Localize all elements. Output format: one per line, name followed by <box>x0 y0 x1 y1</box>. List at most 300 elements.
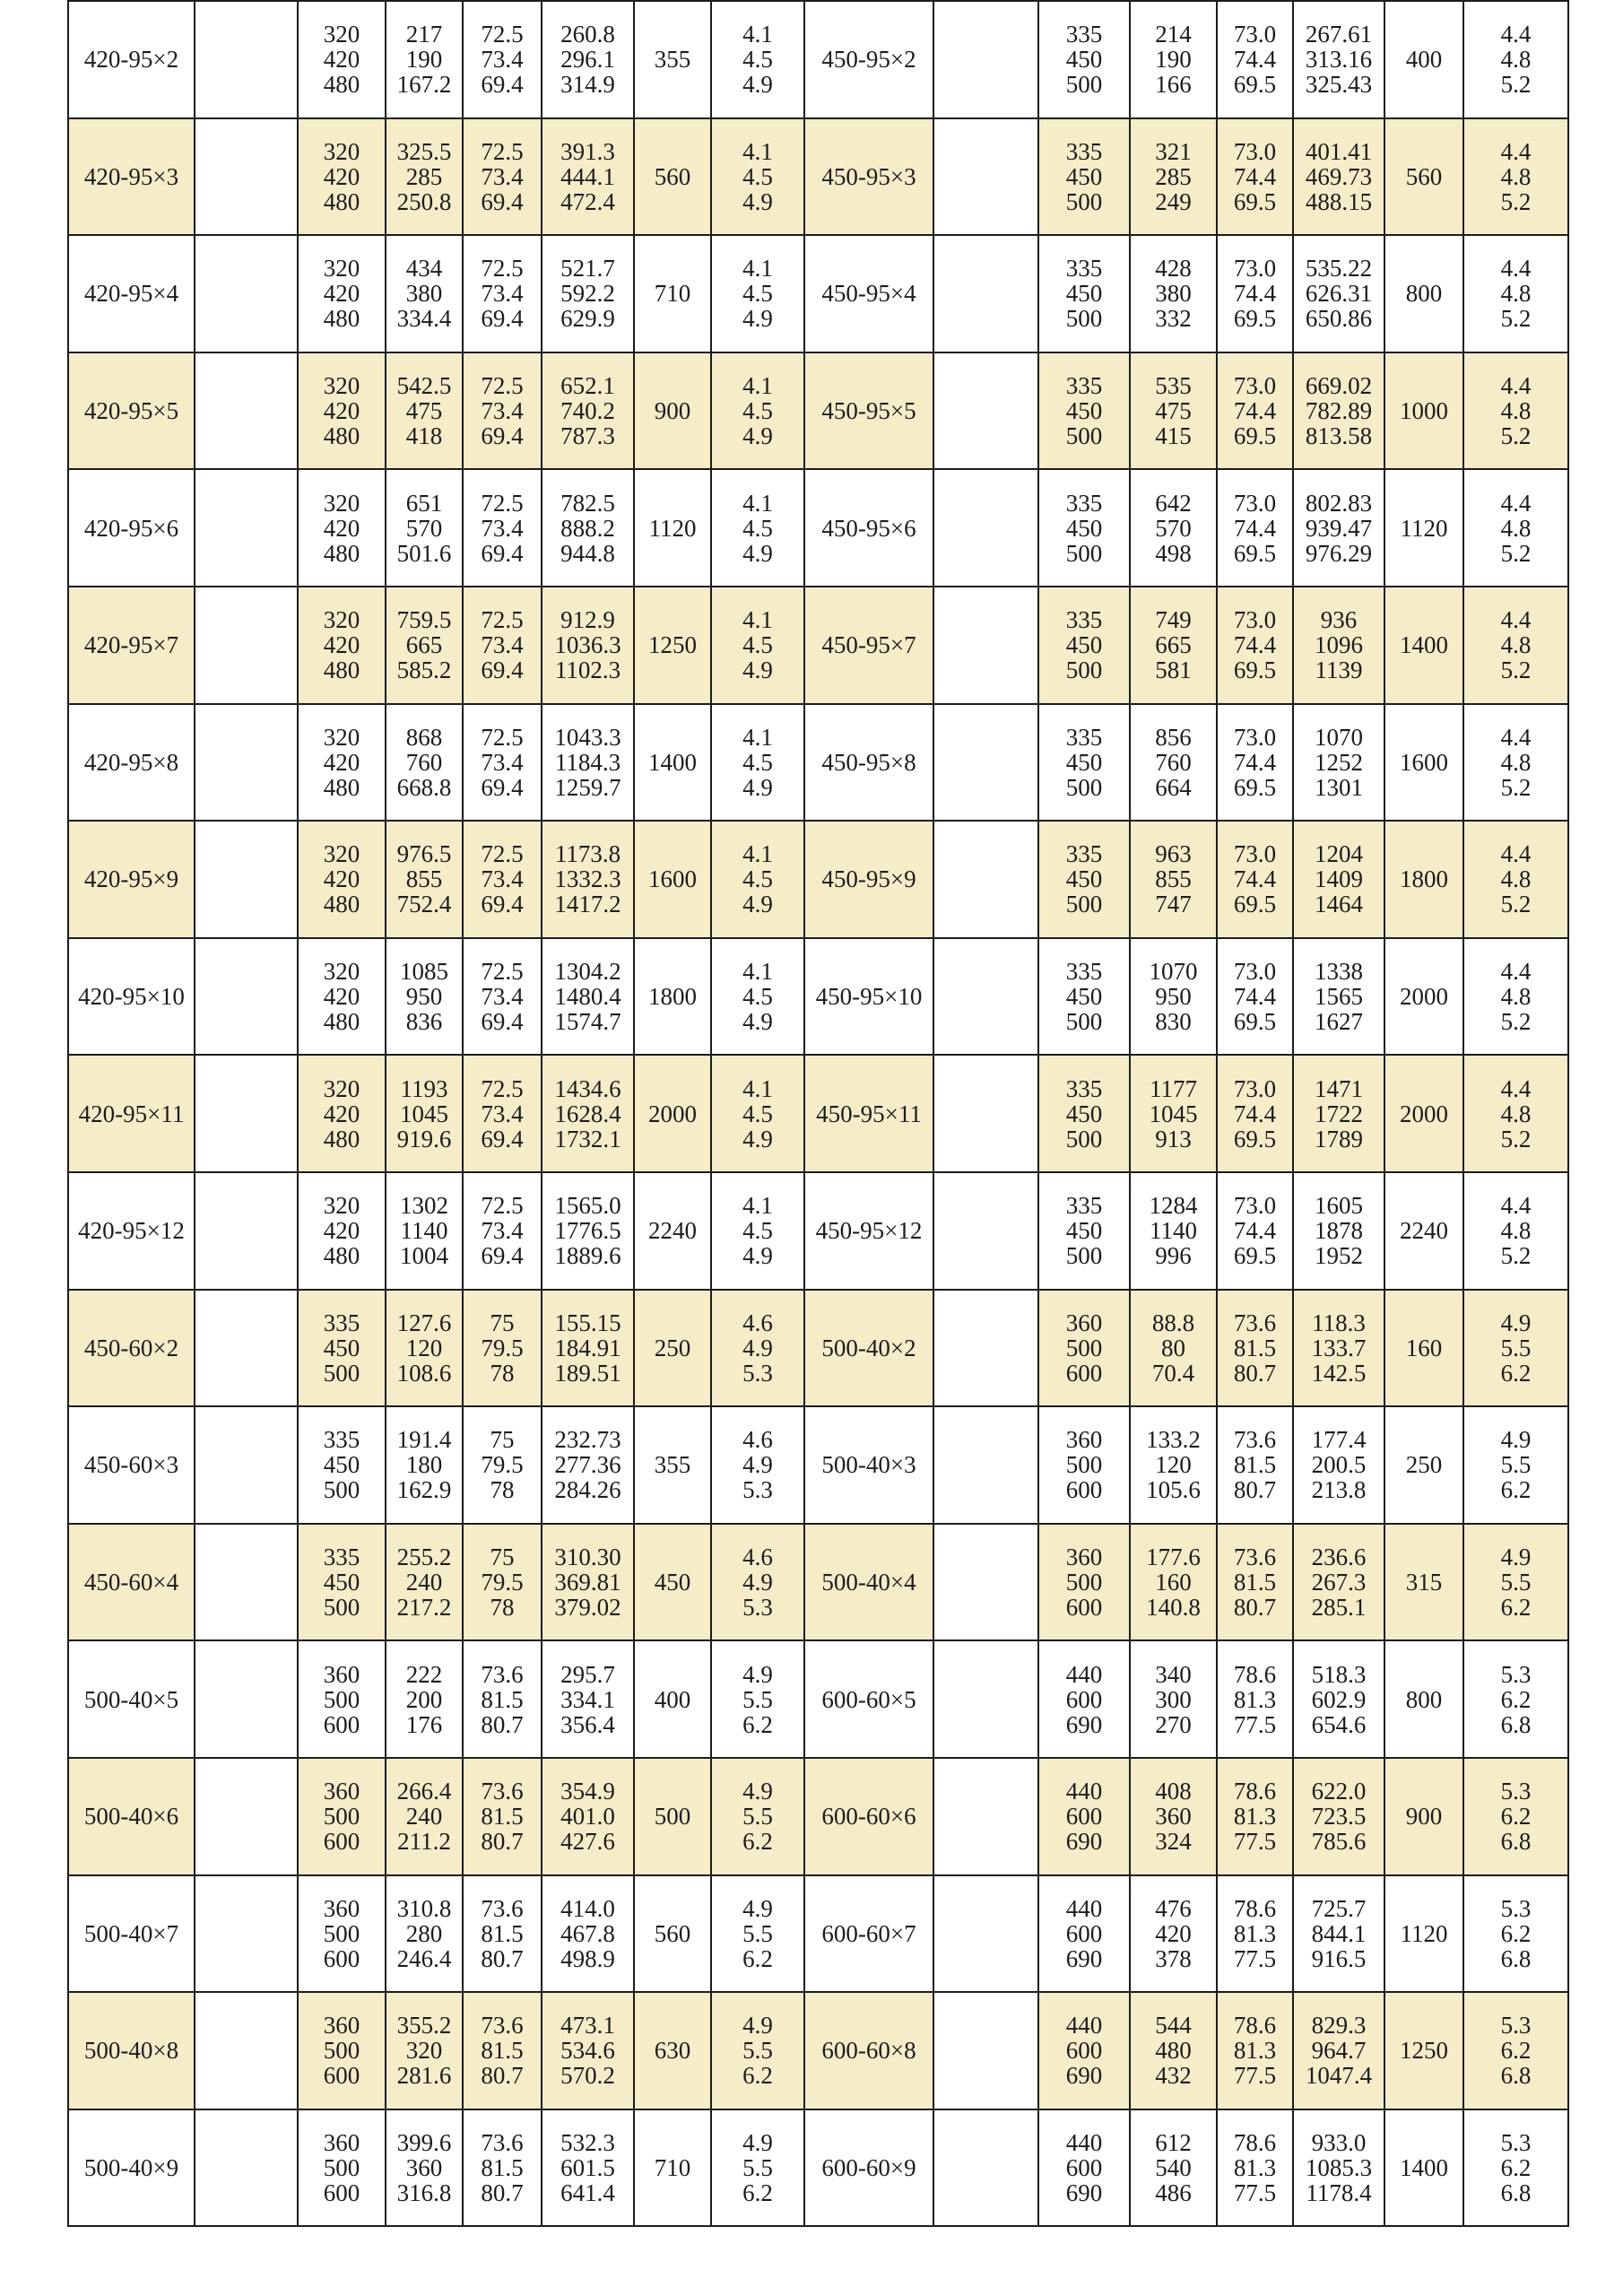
p-value-line: 521.7 <box>560 255 615 283</box>
q-value-line: 480 <box>323 305 360 333</box>
model-value: 420-95×7 <box>83 631 179 659</box>
eta-value-line: 73.4 <box>481 46 524 74</box>
left-h-cell <box>386 119 464 237</box>
p-value-line: 725.7 <box>1311 1894 1367 1922</box>
left-q-cell <box>299 822 386 939</box>
right-p-cell <box>1294 119 1385 237</box>
p-value-line: 916.5 <box>1311 1944 1367 1972</box>
h-value-line: 249 <box>1155 187 1192 215</box>
npsh-value-line: 4.8 <box>1500 397 1532 425</box>
left-p-cell <box>542 1407 635 1525</box>
right-h-cell <box>1131 705 1218 822</box>
eta-value-line: 73.6 <box>481 1894 524 1922</box>
npsh-value-line: 4.4 <box>1500 723 1532 751</box>
left-eta-cell <box>464 119 542 237</box>
q-value-line: 480 <box>323 539 360 567</box>
right-model-cell <box>805 1173 934 1291</box>
right-spacer-cell <box>934 1407 1039 1525</box>
model-value: 420-95×8 <box>83 748 179 776</box>
npsh-value-line: 4.1 <box>742 1074 773 1102</box>
p-value-line: 787.3 <box>560 422 615 450</box>
q-value-line: 360 <box>323 2012 360 2039</box>
npsh-value-line: 5.2 <box>1500 657 1532 684</box>
eta-value-line: 73.4 <box>481 748 524 776</box>
left-q-cell <box>299 1525 386 1642</box>
motor-value: 1000 <box>1400 397 1448 425</box>
npsh-value-line: 4.1 <box>742 137 773 165</box>
left-motor-cell <box>635 236 712 353</box>
right-q-cell <box>1039 705 1131 822</box>
right-spacer-cell <box>934 2 1039 119</box>
left-spacer-cell <box>195 2110 299 2228</box>
left-model-cell <box>69 2 195 119</box>
h-value-line: 310.8 <box>396 1894 452 1922</box>
h-value-line: 280 <box>405 1919 443 1947</box>
eta-value-line: 69.4 <box>481 1125 524 1152</box>
right-model-cell <box>805 1993 934 2110</box>
npsh-value-line: 4.9 <box>742 71 773 99</box>
right-eta-cell <box>1218 1291 1294 1408</box>
right-npsh-cell <box>1464 1525 1569 1642</box>
q-value-line: 420 <box>323 280 360 308</box>
left-motor-cell <box>635 1993 712 2110</box>
npsh-value-line: 4.9 <box>742 2128 773 2156</box>
right-motor-cell <box>1385 1056 1464 1173</box>
eta-value-line: 78 <box>490 1594 515 1622</box>
eta-value-line: 69.5 <box>1233 1008 1277 1036</box>
h-value-line: 1140 <box>1150 1217 1197 1245</box>
right-p-cell <box>1294 1525 1385 1642</box>
left-p-cell <box>542 1173 635 1291</box>
h-value-line: 250.8 <box>396 187 452 215</box>
h-value-line: 963 <box>1155 840 1192 868</box>
eta-value-line: 69.5 <box>1233 305 1277 333</box>
q-value-line: 335 <box>323 1426 360 1454</box>
eta-value-line: 81.5 <box>1233 1569 1277 1596</box>
q-value-line: 320 <box>323 21 360 48</box>
left-eta-cell <box>464 1173 542 1291</box>
left-q-cell <box>299 353 386 471</box>
q-value-line: 420 <box>323 397 360 425</box>
right-p-cell <box>1294 1407 1385 1525</box>
left-p-cell <box>542 2110 635 2228</box>
h-value-line: 321 <box>1155 137 1192 165</box>
p-value-line: 813.58 <box>1305 422 1373 450</box>
p-value-line: 1178.4 <box>1306 2179 1372 2206</box>
p-value-line: 296.1 <box>560 46 615 74</box>
h-value-line: 585.2 <box>396 657 452 684</box>
q-value-line: 500 <box>1065 1451 1103 1479</box>
h-value-line: 665 <box>1155 631 1192 659</box>
right-model-cell <box>805 2 934 119</box>
left-eta-cell <box>464 822 542 939</box>
left-npsh-cell <box>712 236 805 353</box>
h-value-line: 360 <box>405 2153 443 2181</box>
right-motor-cell <box>1385 353 1464 471</box>
npsh-value-line: 6.8 <box>1500 2179 1532 2206</box>
q-value-line: 500 <box>1065 773 1103 801</box>
right-q-cell <box>1039 1291 1131 1408</box>
h-value-line: 190 <box>405 46 443 74</box>
h-value-line: 542.5 <box>396 372 452 400</box>
right-model-cell <box>805 353 934 471</box>
p-value-line: 782.89 <box>1305 397 1373 425</box>
p-value-line: 1102.3 <box>554 657 621 684</box>
h-value-line: 760 <box>405 748 443 776</box>
eta-value-line: 73.0 <box>1233 489 1277 517</box>
h-value-line: 581 <box>1155 657 1192 684</box>
left-eta-cell <box>464 587 542 705</box>
h-value-line: 760 <box>1155 748 1192 776</box>
motor-value: 2000 <box>648 1100 697 1127</box>
q-value-line: 600 <box>1065 1359 1103 1387</box>
h-value-line: 432 <box>1155 2062 1192 2090</box>
eta-value-line: 77.5 <box>1233 2062 1277 2090</box>
h-value-line: 222 <box>405 1660 443 1688</box>
left-p-cell <box>542 470 635 587</box>
p-value-line: 592.2 <box>560 280 615 308</box>
eta-value-line: 80.7 <box>1233 1594 1277 1622</box>
eta-value-line: 73.6 <box>481 1778 524 1805</box>
q-value-line: 600 <box>323 1944 360 1972</box>
h-value-line: 544 <box>1155 2012 1192 2039</box>
q-value-line: 440 <box>1065 1660 1103 1688</box>
h-value-line: 747 <box>1155 891 1192 918</box>
right-spacer-cell <box>934 1525 1039 1642</box>
p-value-line: 1480.4 <box>554 983 621 1011</box>
right-model-cell <box>805 236 934 353</box>
left-q-cell <box>299 1641 386 1759</box>
npsh-value-line: 4.8 <box>1500 983 1532 1011</box>
h-value-line: 285 <box>405 162 443 190</box>
eta-value-line: 81.3 <box>1233 1803 1277 1831</box>
npsh-value-line: 4.9 <box>742 1008 773 1036</box>
right-h-cell <box>1131 353 1218 471</box>
left-spacer-cell <box>195 822 299 939</box>
p-value-line: 488.15 <box>1305 187 1373 215</box>
eta-value-line: 74.4 <box>1233 46 1277 74</box>
right-model-cell <box>805 822 934 939</box>
q-value-line: 440 <box>1065 2128 1103 2156</box>
eta-value-line: 72.5 <box>481 606 524 634</box>
q-value-line: 480 <box>323 1242 360 1270</box>
left-h-cell <box>386 1056 464 1173</box>
p-value-line: 532.3 <box>560 2128 615 2156</box>
h-value-line: 88.8 <box>1151 1309 1195 1336</box>
eta-value-line: 74.4 <box>1233 514 1277 542</box>
left-q-cell <box>299 2 386 119</box>
model-value: 420-95×3 <box>83 162 179 190</box>
npsh-value-line: 5.3 <box>1500 1660 1532 1688</box>
model-value: 450-95×12 <box>815 1217 923 1245</box>
left-h-cell <box>386 939 464 1057</box>
left-eta-cell <box>464 236 542 353</box>
q-value-line: 690 <box>1065 1710 1103 1738</box>
right-p-cell <box>1294 470 1385 587</box>
p-value-line: 650.86 <box>1305 305 1373 333</box>
left-q-cell <box>299 1173 386 1291</box>
npsh-value-line: 5.2 <box>1500 187 1532 215</box>
right-npsh-cell <box>1464 470 1569 587</box>
p-value-line: 200.5 <box>1311 1451 1367 1479</box>
eta-value-line: 69.4 <box>481 71 524 99</box>
right-spacer-cell <box>934 705 1039 822</box>
eta-value-line: 72.5 <box>481 1192 524 1220</box>
left-eta-cell <box>464 1056 542 1173</box>
right-h-cell <box>1131 822 1218 939</box>
q-value-line: 500 <box>1065 657 1103 684</box>
p-value-line: 535.22 <box>1305 255 1373 283</box>
motor-value: 710 <box>654 280 691 308</box>
p-value-line: 1096 <box>1315 631 1363 659</box>
h-value-line: 190 <box>1155 46 1192 74</box>
motor-value: 1120 <box>1400 1919 1448 1947</box>
h-value-line: 1284 <box>1149 1192 1198 1220</box>
right-spacer-cell <box>934 1641 1039 1759</box>
left-motor-cell <box>635 1759 712 1876</box>
h-value-line: 475 <box>405 397 443 425</box>
h-value-line: 668.8 <box>396 773 452 801</box>
npsh-value-line: 5.3 <box>742 1476 773 1504</box>
eta-value-line: 72.5 <box>481 840 524 868</box>
motor-value: 400 <box>1405 46 1443 74</box>
npsh-value-line: 4.1 <box>742 606 773 634</box>
left-model-cell <box>69 2110 195 2228</box>
left-model-cell <box>69 1173 195 1291</box>
h-value-line: 167.2 <box>396 71 452 99</box>
left-npsh-cell <box>712 1993 805 2110</box>
right-spacer-cell <box>934 1291 1039 1408</box>
left-spacer-cell <box>195 587 299 705</box>
left-p-cell <box>542 1525 635 1642</box>
p-value-line: 155.15 <box>554 1309 621 1336</box>
q-value-line: 450 <box>1065 748 1103 776</box>
eta-value-line: 80.7 <box>1233 1359 1277 1387</box>
eta-value-line: 69.5 <box>1233 773 1277 801</box>
npsh-value-line: 4.1 <box>742 958 773 986</box>
npsh-value-line: 6.2 <box>742 1710 773 1738</box>
p-value-line: 427.6 <box>560 1828 615 1856</box>
left-spacer-cell <box>195 1641 299 1759</box>
q-value-line: 600 <box>1065 1476 1103 1504</box>
h-value-line: 140.8 <box>1146 1594 1201 1622</box>
npsh-value-line: 4.4 <box>1500 255 1532 283</box>
q-value-line: 500 <box>1065 305 1103 333</box>
eta-value-line: 72.5 <box>481 1074 524 1102</box>
npsh-value-line: 4.5 <box>742 1217 773 1245</box>
eta-value-line: 81.5 <box>481 1803 524 1831</box>
h-value-line: 211.2 <box>397 1828 451 1856</box>
right-h-cell <box>1131 1993 1218 2110</box>
h-value-line: 475 <box>1155 397 1192 425</box>
left-eta-cell <box>464 1407 542 1525</box>
left-spacer-cell <box>195 119 299 237</box>
eta-value-line: 73.4 <box>481 280 524 308</box>
motor-value: 900 <box>654 397 691 425</box>
q-value-line: 600 <box>1065 2153 1103 2181</box>
npsh-value-line: 5.2 <box>1500 71 1532 99</box>
p-value-line: 118.3 <box>1312 1309 1366 1336</box>
p-value-line: 1574.7 <box>554 1008 621 1036</box>
q-value-line: 450 <box>323 1334 360 1361</box>
motor-value: 400 <box>654 1685 691 1713</box>
h-value-line: 214 <box>1155 21 1192 48</box>
right-model-cell <box>805 1407 934 1525</box>
eta-value-line: 69.4 <box>481 1008 524 1036</box>
q-value-line: 500 <box>1065 71 1103 99</box>
left-motor-cell <box>635 705 712 822</box>
h-value-line: 976.5 <box>396 840 452 868</box>
right-model-cell <box>805 1056 934 1173</box>
p-value-line: 267.3 <box>1311 1569 1367 1596</box>
q-value-line: 500 <box>323 1476 360 1504</box>
eta-value-line: 74.4 <box>1233 1100 1277 1127</box>
motor-value: 2000 <box>1400 983 1448 1011</box>
q-value-line: 320 <box>323 255 360 283</box>
h-value-line: 855 <box>1155 865 1192 893</box>
left-motor-cell <box>635 1641 712 1759</box>
p-value-line: 325.43 <box>1305 71 1373 99</box>
eta-value-line: 73.0 <box>1233 723 1277 751</box>
left-npsh-cell <box>712 119 805 237</box>
right-motor-cell <box>1385 705 1464 822</box>
left-spacer-cell <box>195 1876 299 1994</box>
model-value: 420-95×10 <box>78 983 185 1011</box>
h-value-line: 919.6 <box>396 1125 452 1152</box>
p-value-line: 629.9 <box>560 305 615 333</box>
eta-value-line: 73.0 <box>1233 958 1277 986</box>
q-value-line: 500 <box>1065 187 1103 215</box>
h-value-line: 166 <box>1155 71 1192 99</box>
left-motor-cell <box>635 353 712 471</box>
right-p-cell <box>1294 236 1385 353</box>
eta-value-line: 75 <box>490 1426 515 1454</box>
npsh-value-line: 5.2 <box>1500 1242 1532 1270</box>
q-value-line: 500 <box>1065 1569 1103 1596</box>
q-value-line: 500 <box>1065 1334 1103 1361</box>
left-spacer-cell <box>195 353 299 471</box>
npsh-value-line: 6.2 <box>1500 2037 1532 2065</box>
p-value-line: 622.0 <box>1311 1778 1367 1805</box>
right-eta-cell <box>1218 1876 1294 1994</box>
p-value-line: 177.4 <box>1311 1426 1367 1454</box>
eta-value-line: 74.4 <box>1233 983 1277 1011</box>
eta-value-line: 81.5 <box>1233 1451 1277 1479</box>
left-npsh-cell <box>712 2110 805 2228</box>
right-p-cell <box>1294 353 1385 471</box>
p-value-line: 654.6 <box>1311 1710 1367 1738</box>
motor-value: 355 <box>654 46 691 74</box>
left-eta-cell <box>464 1525 542 1642</box>
p-value-line: 189.51 <box>554 1359 621 1387</box>
q-value-line: 450 <box>1065 1100 1103 1127</box>
right-p-cell <box>1294 1291 1385 1408</box>
h-value-line: 108.6 <box>396 1359 452 1387</box>
left-p-cell <box>542 1641 635 1759</box>
p-value-line: 723.5 <box>1311 1803 1367 1831</box>
h-value-line: 1004 <box>400 1242 448 1270</box>
h-value-line: 612 <box>1155 2128 1192 2156</box>
left-eta-cell <box>464 1291 542 1408</box>
h-value-line: 651 <box>405 489 443 517</box>
left-model-cell <box>69 1407 195 1525</box>
left-q-cell <box>299 1291 386 1408</box>
p-value-line: 133.7 <box>1311 1334 1367 1361</box>
p-value-line: 1173.8 <box>554 840 621 868</box>
left-model-cell <box>69 1759 195 1876</box>
h-value-line: 476 <box>1155 1894 1192 1922</box>
model-value: 450-95×2 <box>821 46 916 74</box>
q-value-line: 480 <box>323 71 360 99</box>
right-eta-cell <box>1218 2110 1294 2228</box>
npsh-value-line: 5.2 <box>1500 422 1532 450</box>
left-q-cell <box>299 236 386 353</box>
left-motor-cell <box>635 1525 712 1642</box>
left-eta-cell <box>464 470 542 587</box>
left-spacer-cell <box>195 1056 299 1173</box>
right-motor-cell <box>1385 1173 1464 1291</box>
p-value-line: 1878 <box>1315 1217 1363 1245</box>
eta-value-line: 80.7 <box>481 1944 524 1972</box>
npsh-value-line: 4.9 <box>742 891 773 918</box>
right-h-cell <box>1131 2 1218 119</box>
p-value-line: 933.0 <box>1311 2128 1367 2156</box>
p-value-line: 1471 <box>1315 1074 1363 1102</box>
eta-value-line: 81.5 <box>1233 1334 1277 1361</box>
p-value-line: 1204 <box>1315 840 1363 868</box>
npsh-value-line: 4.1 <box>742 21 773 48</box>
p-value-line: 236.6 <box>1311 1544 1367 1571</box>
p-value-line: 1417.2 <box>554 891 621 918</box>
right-motor-cell <box>1385 1291 1464 1408</box>
right-h-cell <box>1131 2110 1218 2228</box>
npsh-value-line: 4.4 <box>1500 21 1532 48</box>
right-model-cell <box>805 939 934 1057</box>
h-value-line: 266.4 <box>396 1778 452 1805</box>
right-p-cell <box>1294 587 1385 705</box>
eta-value-line: 80.7 <box>481 1828 524 1856</box>
q-value-line: 480 <box>323 1125 360 1152</box>
model-value: 600-60×5 <box>821 1685 916 1713</box>
npsh-value-line: 4.9 <box>742 539 773 567</box>
npsh-value-line: 4.6 <box>742 1309 773 1336</box>
npsh-value-line: 4.1 <box>742 840 773 868</box>
npsh-value-line: 4.9 <box>742 1451 773 1479</box>
eta-value-line: 77.5 <box>1233 1944 1277 1972</box>
q-value-line: 500 <box>323 1919 360 1947</box>
eta-value-line: 73.4 <box>481 397 524 425</box>
eta-value-line: 77.5 <box>1233 1710 1277 1738</box>
right-eta-cell <box>1218 1759 1294 1876</box>
eta-value-line: 74.4 <box>1233 631 1277 659</box>
eta-value-line: 73.6 <box>1233 1426 1277 1454</box>
eta-value-line: 72.5 <box>481 489 524 517</box>
q-value-line: 500 <box>1065 539 1103 567</box>
npsh-value-line: 4.9 <box>742 1242 773 1270</box>
p-value-line: 1184.3 <box>554 748 621 776</box>
h-value-line: 255.2 <box>396 1544 452 1571</box>
p-value-line: 939.47 <box>1305 514 1373 542</box>
model-value: 600-60×7 <box>821 1919 916 1947</box>
q-value-line: 480 <box>323 773 360 801</box>
left-motor-cell <box>635 587 712 705</box>
right-h-cell <box>1131 939 1218 1057</box>
motor-value: 250 <box>1405 1451 1443 1479</box>
eta-value-line: 77.5 <box>1233 1828 1277 1856</box>
motor-value: 250 <box>654 1334 691 1361</box>
model-value: 600-60×6 <box>821 1803 916 1831</box>
right-npsh-cell <box>1464 2110 1569 2228</box>
